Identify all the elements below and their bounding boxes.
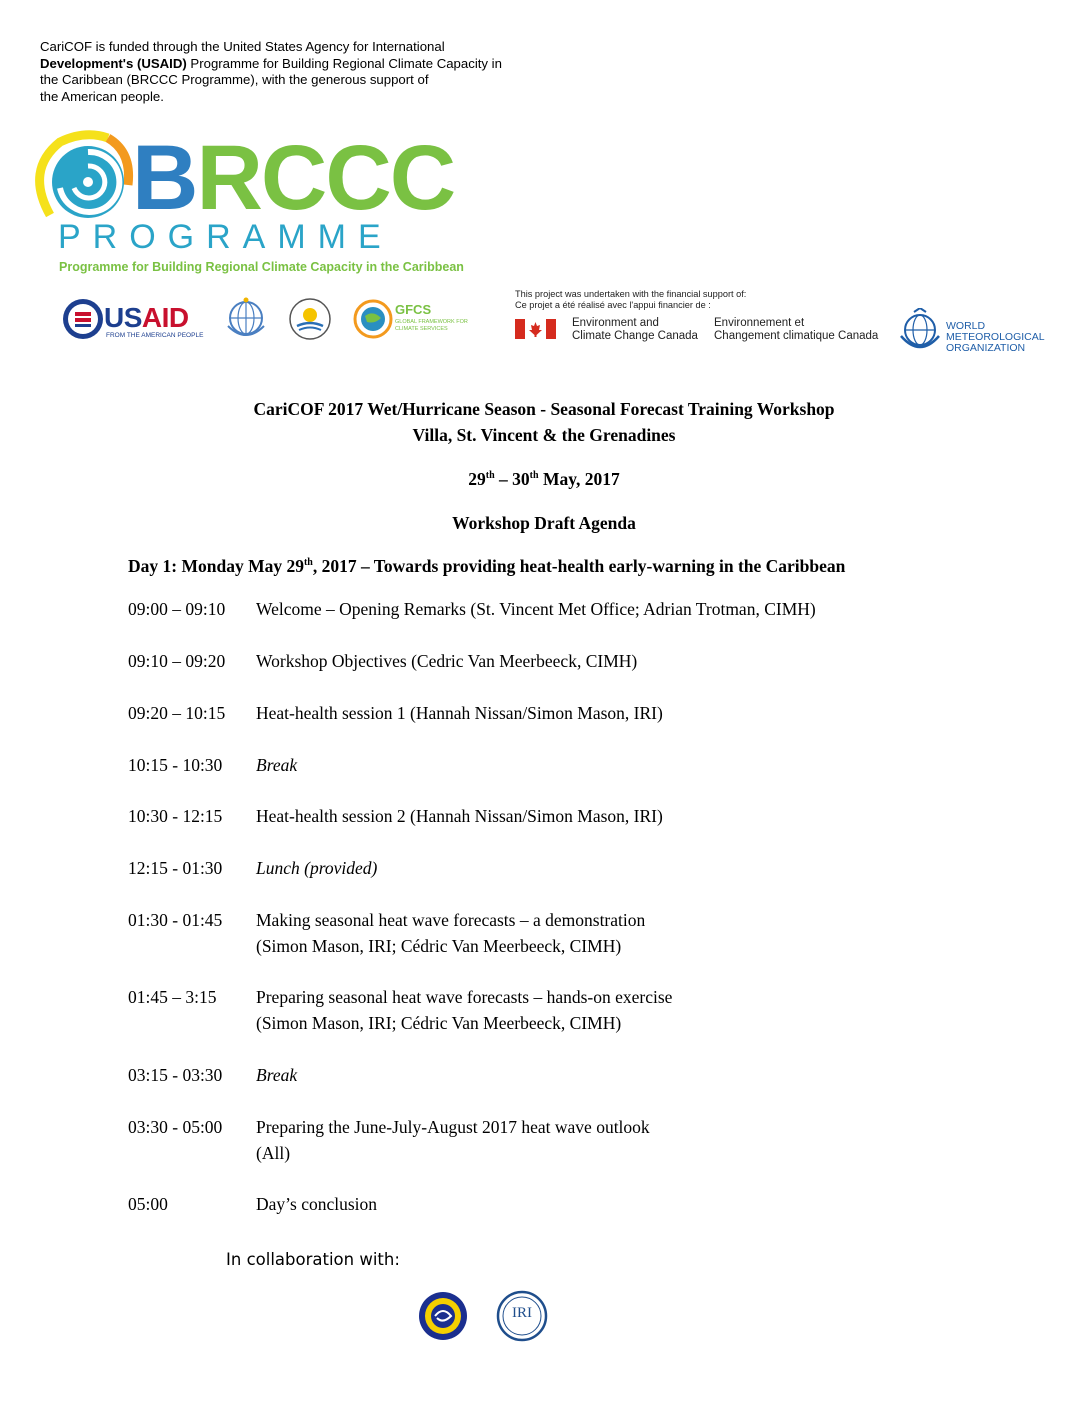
gfcs-globe-icon	[353, 298, 393, 340]
agenda-desc: Preparing seasonal heat wave forecasts – hands-on exercise	[256, 987, 673, 1007]
gfcs-tag-1: GLOBAL FRAMEWORK FOR	[395, 319, 468, 325]
workshop-location: Villa, St. Vincent & the Grenadines	[412, 425, 676, 445]
caricof-seal-icon	[418, 1288, 468, 1344]
usaid-logo	[62, 298, 212, 342]
funding-line-2	[40, 56, 540, 73]
agenda-desc-wrap	[256, 752, 297, 778]
usaid-wordmark	[104, 302, 189, 334]
agenda-desc: Heat-health session 1 (Hannah Nissan/Simon Mason, IRI)	[256, 703, 663, 723]
day1-heading	[128, 556, 845, 577]
wmo-line-3: ORGANIZATION	[946, 342, 1026, 354]
agenda-time: 09:00 – 09:10	[128, 599, 226, 619]
funding-line-2-rest: Programme for Building Regional Climate Capacity in	[186, 55, 502, 71]
dates-day-1: 29	[468, 469, 486, 489]
canada-funding-block	[515, 289, 895, 349]
funding-line-1: CariCOF is funded through the United States Agency for International	[40, 39, 445, 54]
canada-project-en: This project was undertaken with the financial support of:	[515, 289, 747, 299]
agenda-desc: Workshop Objectives (Cedric Van Meerbeeck, CIMH)	[256, 651, 638, 671]
brccc-swirl-icon	[30, 130, 140, 230]
funding-line-3: the Caribbean (BRCCC Programme), with the generous support of	[40, 72, 429, 87]
brccc-programme-logo	[30, 127, 470, 280]
brccc-letter-b: B	[132, 127, 197, 229]
brccc-letters-rccc: RCCC	[196, 127, 455, 229]
canada-env-fr-2: Changement climatique Canada	[714, 330, 879, 342]
agenda-time: 01:45 – 3:15	[128, 987, 217, 1007]
funding-line-4: the American people.	[40, 88, 164, 104]
gfcs-tag-2: CLIMATE SERVICES	[395, 326, 448, 332]
usaid-seal-icon	[62, 298, 104, 340]
day1-heading-pre: Day 1: Monday May 29	[128, 556, 304, 576]
workshop-title: CariCOF 2017 Wet/Hurricane Season - Seasonal Forecast Training Workshop	[253, 399, 835, 419]
brccc-subtitle: Programme for Building Regional Climate Capacity in the Caribbean	[59, 260, 464, 274]
agenda-time: 05:00	[128, 1194, 168, 1214]
iri-logo	[496, 1290, 548, 1342]
agenda-time: 10:15 - 10:30	[128, 755, 223, 775]
usaid-us: US	[104, 302, 142, 333]
agenda-time: 03:30 - 05:00	[128, 1117, 223, 1137]
wmo-emblem-icon	[898, 308, 942, 354]
agenda-time: 09:10 – 09:20	[128, 651, 226, 671]
canada-project-fr: Ce projet a été réalisé avec l'appui financier de :	[515, 299, 711, 310]
usaid-tagline: FROM THE AMERICAN PEOPLE	[106, 332, 204, 339]
agenda-time: 03:15 - 03:30	[128, 1065, 223, 1085]
dates-sup-2: th	[529, 470, 539, 481]
wmo-line-1: WORLD	[946, 320, 986, 332]
agenda-desc-line-2: (All)	[256, 1143, 291, 1163]
agenda-desc: Welcome – Opening Remarks (St. Vincent Met Office; Adrian Trotman, CIMH)	[256, 599, 816, 619]
agenda-desc: Lunch (provided)	[256, 858, 378, 878]
agenda-time: 09:20 – 10:15	[128, 703, 226, 723]
agenda-time: 01:30 - 01:45	[128, 910, 223, 930]
agenda-desc: Break	[256, 755, 298, 775]
agenda-desc-line-2: (Simon Mason, IRI; Cédric Van Meerbeeck, CIMH)	[256, 1013, 622, 1033]
agenda-desc: Day’s conclusion	[256, 1194, 378, 1214]
brccc-wordmark	[132, 127, 455, 229]
agenda-desc-wrap	[256, 855, 377, 881]
funding-note	[40, 39, 540, 105]
iri-text: IRI	[512, 1305, 532, 1321]
usaid-aid: AID	[141, 302, 189, 333]
agenda-time: 10:30 - 12:15	[128, 806, 223, 826]
canada-env-en-1: Environment and	[572, 317, 659, 329]
collaboration-label: In collaboration with:	[226, 1250, 400, 1269]
cimh-logo-icon	[289, 298, 331, 340]
canada-flag-icon	[515, 319, 556, 339]
agenda-desc-line-2: (Simon Mason, IRI; Cédric Van Meerbeeck, CIMH)	[256, 936, 622, 956]
agenda-heading: Workshop Draft Agenda	[452, 513, 636, 533]
agenda-desc: Break	[256, 1065, 298, 1085]
agenda-desc-wrap	[256, 1062, 297, 1088]
dates-sup-1: th	[485, 470, 495, 481]
brccc-programme-word: PROGRAMME	[58, 218, 393, 256]
agenda-desc: Making seasonal heat wave forecasts – a demonstration	[256, 910, 646, 930]
dates-month-year: May, 2017	[538, 469, 620, 489]
wmo-line-2: METEOROLOGICAL	[946, 331, 1045, 343]
agenda-desc: Heat-health session 2 (Hannah Nissan/Simon Mason, IRI)	[256, 806, 663, 826]
agenda-time: 12:15 - 01:30	[128, 858, 223, 878]
workshop-dates	[0, 469, 1088, 490]
canada-env-en-2: Climate Change Canada	[572, 330, 698, 342]
gfcs-logo	[353, 298, 468, 342]
agenda-desc: Preparing the June-July-August 2017 heat wave outlook	[256, 1117, 650, 1137]
funding-usaid-bold: Development's (USAID)	[40, 55, 187, 71]
wmo-logo	[898, 308, 1048, 358]
dates-day-2: – 30	[494, 469, 530, 489]
day1-heading-sup: th	[303, 557, 313, 568]
day1-heading-post: , 2017 – Towards providing heat-health early-warning in the Caribbean	[312, 556, 846, 576]
un-emblem-icon	[224, 296, 268, 340]
gfcs-name: GFCS	[395, 302, 432, 317]
canada-env-fr-1: Environnement et	[714, 317, 805, 329]
